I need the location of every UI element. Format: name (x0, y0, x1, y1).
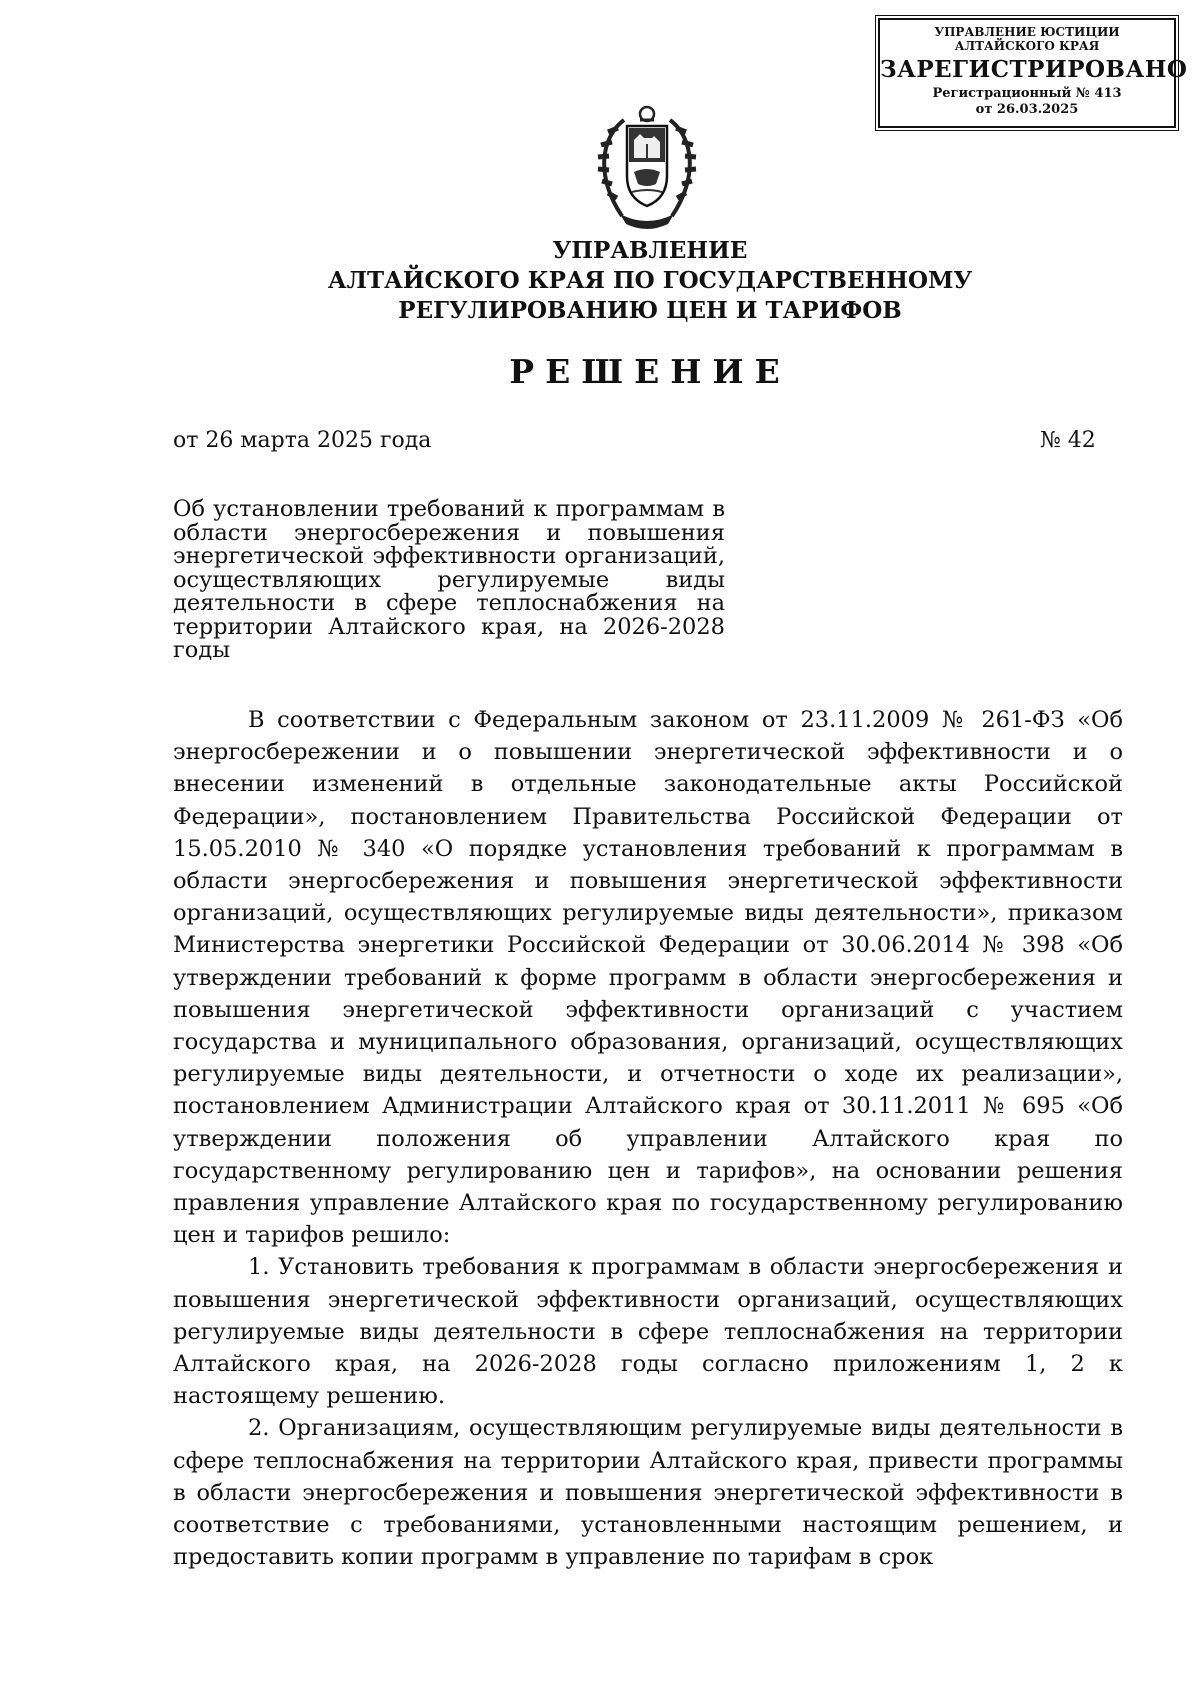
stamp-status: ЗАРЕГИСТРИРОВАНО (880, 56, 1188, 83)
authority-line2: АЛТАЙСКОГО КРАЯ ПО ГОСУДАРСТВЕННОМУ (327, 267, 973, 294)
stamp-reg-date: от 26.03.2025 (975, 102, 1079, 117)
authority-line3: РЕГУЛИРОВАНИЮ ЦЕН И ТАРИФОВ (398, 297, 902, 324)
document-subject: Об установлении требований к программам в области энергосбережения и повышения энергетической эффективности организаций, осуществляющих регулируемые виды деятельности в сфере теплоснабжения на территории Алтайского края, на 2026-2028 годы (173, 496, 725, 663)
document-type: РЕШЕНИЕ (509, 352, 791, 391)
preamble-paragraph: В соответствии с Федеральным законом от 23.11.2009 № 261-ФЗ «Об энергосбережении и о повышении энергетической эффективности и о внесении изменений в отдельные законодательные акты Российской Федерации», постановлением Правительства Российской Федерации от 15.05.2010 № 340 «О порядке установления требований к программам в области энергосбережения и повышения энергетической эффективности организаций, осуществляющих регулируемые виды деятельности», приказом Министерства энергетики Российской Федерации от 30.06.2014 № 398 «Об утверждении требований к форме программ в области энергосбережения и повышения энергетической эффективности организаций с участием государства и муниципального образования, организаций, осуществляющих регулируемые виды деятельности, и отчетности о ходе их реализации», постановлением Администрации Алтайского края от 30.11.2011 № 695 «Об утверждении положения об управлении Алтайского края по государственному регулированию цен и тарифов», на основании решения правления управление Алтайского края по государственному регулированию цен и тарифов решило: (173, 707, 1123, 1249)
coat-of-arms-icon (582, 98, 712, 238)
document-number: № 42 (1040, 428, 1096, 453)
stamp-reg-number: Регистрационный № 413 (932, 86, 1122, 101)
stamp-line2: АЛТАЙСКОГО КРАЯ (954, 39, 1100, 53)
document-body (173, 704, 1123, 1573)
issuing-authority (300, 236, 1000, 326)
clause-1-paragraph: 1. Установить требования к программам в области энергосбережения и повышения энергетической эффективности организаций, осуществляющих регулируемые виды деятельности в сфере теплоснабжения на территории Алтайского края, на 2026-2028 годы согласно приложениям 1, 2 к настоящему решению. (173, 1254, 1123, 1410)
authority-line1: УПРАВЛЕНИЕ (552, 237, 748, 264)
registration-stamp (878, 18, 1188, 128)
clause-2-paragraph: 2. Организациям, осуществляющим регулируемые виды деятельности в сфере теплоснабжения на территории Алтайского края, привести программы в области энергосбережения и повышения энергетической эффективности в соответствие с требованиями, установленными настоящим решением, и предоставить копии программ в управление по тарифам в срок (173, 1415, 1123, 1571)
document-date: от 26 марта 2025 года (173, 428, 432, 453)
stamp-line1: УПРАВЛЕНИЕ ЮСТИЦИИ (934, 25, 1120, 39)
